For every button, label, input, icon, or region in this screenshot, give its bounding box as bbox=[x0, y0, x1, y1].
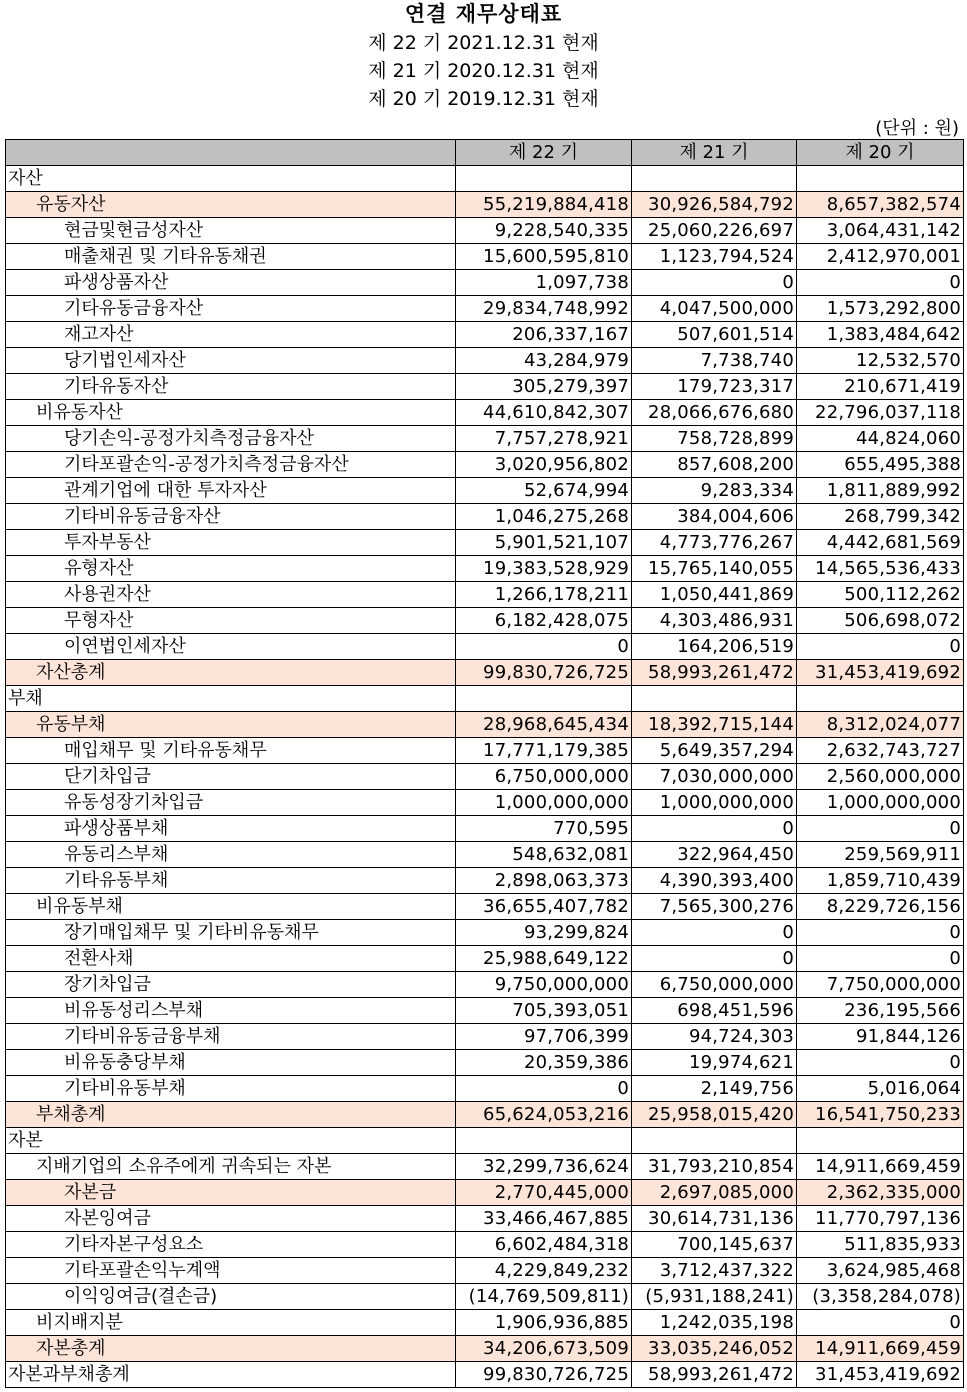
account-label: 비유동부채 bbox=[6, 894, 456, 920]
table-row bbox=[6, 1258, 964, 1284]
period-20-value bbox=[797, 166, 964, 192]
period-22-value: 25,988,649,122 bbox=[456, 946, 632, 972]
account-label: 기타포괄손익누계액 bbox=[6, 1258, 456, 1284]
period-22-value: 1,046,275,268 bbox=[456, 504, 632, 530]
period-20-value: 2,362,335,000 bbox=[797, 1180, 964, 1206]
account-label: 기타비유동금융자산 bbox=[6, 504, 456, 530]
account-label: 단기차입금 bbox=[6, 764, 456, 790]
period-21-value: 6,750,000,000 bbox=[632, 972, 797, 998]
period-22-value: 65,624,053,216 bbox=[456, 1102, 632, 1128]
period-22-value: 52,674,994 bbox=[456, 478, 632, 504]
table-row bbox=[6, 556, 964, 582]
period-21-value: 700,145,637 bbox=[632, 1232, 797, 1258]
period-22-value: 34,206,673,509 bbox=[456, 1336, 632, 1362]
table-row bbox=[6, 1284, 964, 1310]
period-21-value: 28,066,676,680 bbox=[632, 400, 797, 426]
table-row bbox=[6, 478, 964, 504]
period-22-value: 548,632,081 bbox=[456, 842, 632, 868]
period-20-value: 0 bbox=[797, 920, 964, 946]
table-body bbox=[6, 166, 964, 1388]
account-label: 장기차입금 bbox=[6, 972, 456, 998]
period-20-value: 3,064,431,142 bbox=[797, 218, 964, 244]
account-label: 자본총계 bbox=[6, 1336, 456, 1362]
period-21-value: 7,030,000,000 bbox=[632, 764, 797, 790]
period-20-value: 31,453,419,692 bbox=[797, 660, 964, 686]
period-20-value: 14,565,536,433 bbox=[797, 556, 964, 582]
period-20-value: 5,016,064 bbox=[797, 1076, 964, 1102]
period-22-value: 4,229,849,232 bbox=[456, 1258, 632, 1284]
period-20-value: 44,824,060 bbox=[797, 426, 964, 452]
period-20-value: 1,000,000,000 bbox=[797, 790, 964, 816]
period-20-value: 0 bbox=[797, 270, 964, 296]
period-20-value: 500,112,262 bbox=[797, 582, 964, 608]
period-22-value: 36,655,407,782 bbox=[456, 894, 632, 920]
table-row bbox=[6, 1050, 964, 1076]
period-22-value: 99,830,726,725 bbox=[456, 1362, 632, 1388]
table-header-row bbox=[6, 140, 964, 166]
period-20-value: (3,358,284,078) bbox=[797, 1284, 964, 1310]
statement-title: 연결 재무상태표 bbox=[404, 2, 563, 26]
period-21-value: 4,303,486,931 bbox=[632, 608, 797, 634]
column-header-account bbox=[6, 140, 456, 166]
period-20-value: 511,835,933 bbox=[797, 1232, 964, 1258]
account-label: 자본과부채총계 bbox=[6, 1362, 456, 1388]
period-21-value: 1,242,035,198 bbox=[632, 1310, 797, 1336]
period-21-value: 31,793,210,854 bbox=[632, 1154, 797, 1180]
period-22-value bbox=[456, 1128, 632, 1154]
table-row bbox=[6, 426, 964, 452]
period-line-21: 제 21 기 2020.12.31 현재 bbox=[368, 60, 599, 82]
period-22-value: 32,299,736,624 bbox=[456, 1154, 632, 1180]
period-21-value: 58,993,261,472 bbox=[632, 660, 797, 686]
table-row bbox=[6, 1128, 964, 1154]
period-21-value: 0 bbox=[632, 946, 797, 972]
period-22-value: 1,266,178,211 bbox=[456, 582, 632, 608]
table-row bbox=[6, 348, 964, 374]
period-20-value: 3,624,985,468 bbox=[797, 1258, 964, 1284]
period-line-22: 제 22 기 2021.12.31 현재 bbox=[368, 32, 599, 54]
account-label: 자본잉여금 bbox=[6, 1206, 456, 1232]
table-row bbox=[6, 894, 964, 920]
balance-sheet-table bbox=[5, 139, 964, 1388]
period-20-value: 7,750,000,000 bbox=[797, 972, 964, 998]
period-21-value: 322,964,450 bbox=[632, 842, 797, 868]
period-20-value: 8,229,726,156 bbox=[797, 894, 964, 920]
period-22-value: 1,906,936,885 bbox=[456, 1310, 632, 1336]
period-21-value: 25,958,015,420 bbox=[632, 1102, 797, 1128]
period-22-value: 0 bbox=[456, 1076, 632, 1102]
period-22-value: 0 bbox=[456, 634, 632, 660]
period-line-20: 제 20 기 2019.12.31 현재 bbox=[368, 88, 599, 110]
period-21-value: 179,723,317 bbox=[632, 374, 797, 400]
table-row bbox=[6, 1336, 964, 1362]
account-label: 관계기업에 대한 투자자산 bbox=[6, 478, 456, 504]
period-21-value bbox=[632, 1128, 797, 1154]
table-row bbox=[6, 530, 964, 556]
period-21-value: 30,614,731,136 bbox=[632, 1206, 797, 1232]
account-label: 부채 bbox=[6, 686, 456, 712]
table-row bbox=[6, 296, 964, 322]
unit-label: (단위 : 원) bbox=[875, 118, 959, 139]
table-row bbox=[6, 166, 964, 192]
period-22-value: 3,020,956,802 bbox=[456, 452, 632, 478]
account-label: 파생상품자산 bbox=[6, 270, 456, 296]
account-label: 기타비유동금융부채 bbox=[6, 1024, 456, 1050]
period-22-value: 1,000,000,000 bbox=[456, 790, 632, 816]
period-21-value: 5,649,357,294 bbox=[632, 738, 797, 764]
period-22-value: 20,359,386 bbox=[456, 1050, 632, 1076]
table-row bbox=[6, 400, 964, 426]
period-21-value: 698,451,596 bbox=[632, 998, 797, 1024]
period-20-value: 0 bbox=[797, 816, 964, 842]
period-20-value: 0 bbox=[797, 1310, 964, 1336]
table-row bbox=[6, 842, 964, 868]
period-21-value: (5,931,188,241) bbox=[632, 1284, 797, 1310]
table-row bbox=[6, 1362, 964, 1388]
table-row bbox=[6, 1154, 964, 1180]
account-label: 전환사채 bbox=[6, 946, 456, 972]
table-row bbox=[6, 504, 964, 530]
table-row bbox=[6, 192, 964, 218]
column-header-period-20: 제 20 기 bbox=[797, 140, 964, 166]
account-label: 유동성장기차입금 bbox=[6, 790, 456, 816]
period-21-value bbox=[632, 686, 797, 712]
period-22-value: 17,771,179,385 bbox=[456, 738, 632, 764]
period-21-value: 4,390,393,400 bbox=[632, 868, 797, 894]
period-20-value: 4,442,681,569 bbox=[797, 530, 964, 556]
period-20-value: 210,671,419 bbox=[797, 374, 964, 400]
period-21-value: 9,283,334 bbox=[632, 478, 797, 504]
period-20-value: 0 bbox=[797, 1050, 964, 1076]
table-row bbox=[6, 1024, 964, 1050]
period-20-value: 8,312,024,077 bbox=[797, 712, 964, 738]
period-22-value: 2,898,063,373 bbox=[456, 868, 632, 894]
period-21-value: 2,697,085,000 bbox=[632, 1180, 797, 1206]
period-22-value: 99,830,726,725 bbox=[456, 660, 632, 686]
period-22-value: 9,750,000,000 bbox=[456, 972, 632, 998]
table-row bbox=[6, 452, 964, 478]
account-label: 비지배지분 bbox=[6, 1310, 456, 1336]
table-row bbox=[6, 1232, 964, 1258]
table-row bbox=[6, 582, 964, 608]
period-21-value: 507,601,514 bbox=[632, 322, 797, 348]
period-22-value: 33,466,467,885 bbox=[456, 1206, 632, 1232]
account-label: 유동부채 bbox=[6, 712, 456, 738]
period-21-value: 0 bbox=[632, 270, 797, 296]
account-label: 당기손익-공정가치측정금융자산 bbox=[6, 426, 456, 452]
table-row bbox=[6, 868, 964, 894]
account-label: 투자부동산 bbox=[6, 530, 456, 556]
period-21-value: 0 bbox=[632, 920, 797, 946]
period-21-value: 19,974,621 bbox=[632, 1050, 797, 1076]
column-header-period-22: 제 22 기 bbox=[456, 140, 632, 166]
account-label: 유형자산 bbox=[6, 556, 456, 582]
period-21-value: 857,608,200 bbox=[632, 452, 797, 478]
table-row bbox=[6, 920, 964, 946]
period-20-value bbox=[797, 1128, 964, 1154]
table-row bbox=[6, 218, 964, 244]
account-label: 현금및현금성자산 bbox=[6, 218, 456, 244]
period-22-value: 29,834,748,992 bbox=[456, 296, 632, 322]
account-label: 자본 bbox=[6, 1128, 456, 1154]
period-21-value: 1,000,000,000 bbox=[632, 790, 797, 816]
period-20-value: 22,796,037,118 bbox=[797, 400, 964, 426]
account-label: 비유동자산 bbox=[6, 400, 456, 426]
column-header-period-21: 제 21 기 bbox=[632, 140, 797, 166]
period-21-value: 3,712,437,322 bbox=[632, 1258, 797, 1284]
account-label: 이연법인세자산 bbox=[6, 634, 456, 660]
table-row bbox=[6, 972, 964, 998]
table-row bbox=[6, 1180, 964, 1206]
period-22-value: 6,750,000,000 bbox=[456, 764, 632, 790]
period-21-value: 7,565,300,276 bbox=[632, 894, 797, 920]
period-20-value: 0 bbox=[797, 946, 964, 972]
account-label: 유동자산 bbox=[6, 192, 456, 218]
account-label: 장기매입채무 및 기타비유동채무 bbox=[6, 920, 456, 946]
table-row bbox=[6, 738, 964, 764]
period-20-value: 2,560,000,000 bbox=[797, 764, 964, 790]
period-20-value: 259,569,911 bbox=[797, 842, 964, 868]
table-row bbox=[6, 608, 964, 634]
period-22-value bbox=[456, 686, 632, 712]
account-label: 기타비유동부채 bbox=[6, 1076, 456, 1102]
period-22-value: 15,600,595,810 bbox=[456, 244, 632, 270]
account-label: 비유동충당부채 bbox=[6, 1050, 456, 1076]
period-20-value: 1,383,484,642 bbox=[797, 322, 964, 348]
period-22-value: 28,968,645,434 bbox=[456, 712, 632, 738]
table-row bbox=[6, 816, 964, 842]
period-20-value bbox=[797, 686, 964, 712]
period-22-value: 6,182,428,075 bbox=[456, 608, 632, 634]
table-row bbox=[6, 1076, 964, 1102]
period-20-value: 655,495,388 bbox=[797, 452, 964, 478]
table-row bbox=[6, 374, 964, 400]
period-22-value: 97,706,399 bbox=[456, 1024, 632, 1050]
account-label: 매입채무 및 기타유동채무 bbox=[6, 738, 456, 764]
period-21-value: 758,728,899 bbox=[632, 426, 797, 452]
table-row bbox=[6, 1310, 964, 1336]
table-row bbox=[6, 790, 964, 816]
period-22-value: 206,337,167 bbox=[456, 322, 632, 348]
period-20-value: 0 bbox=[797, 634, 964, 660]
period-21-value: 384,004,606 bbox=[632, 504, 797, 530]
period-21-value: 1,123,794,524 bbox=[632, 244, 797, 270]
table-row bbox=[6, 322, 964, 348]
period-22-value: 93,299,824 bbox=[456, 920, 632, 946]
period-20-value: 8,657,382,574 bbox=[797, 192, 964, 218]
period-22-value: 770,595 bbox=[456, 816, 632, 842]
account-label: 자산총계 bbox=[6, 660, 456, 686]
period-21-value: 18,392,715,144 bbox=[632, 712, 797, 738]
account-label: 파생상품부채 bbox=[6, 816, 456, 842]
period-21-value: 1,050,441,869 bbox=[632, 582, 797, 608]
period-20-value: 91,844,126 bbox=[797, 1024, 964, 1050]
period-20-value: 1,811,889,992 bbox=[797, 478, 964, 504]
period-20-value: 14,911,669,459 bbox=[797, 1154, 964, 1180]
account-label: 매출채권 및 기타유동채권 bbox=[6, 244, 456, 270]
account-label: 부채총계 bbox=[6, 1102, 456, 1128]
table-row bbox=[6, 244, 964, 270]
period-21-value: 2,149,756 bbox=[632, 1076, 797, 1102]
account-label: 기타유동부채 bbox=[6, 868, 456, 894]
account-label: 기타유동금융자산 bbox=[6, 296, 456, 322]
period-22-value: 19,383,528,929 bbox=[456, 556, 632, 582]
period-20-value: 2,412,970,001 bbox=[797, 244, 964, 270]
account-label: 비유동성리스부채 bbox=[6, 998, 456, 1024]
account-label: 지배기업의 소유주에게 귀속되는 자본 bbox=[6, 1154, 456, 1180]
account-label: 기타포괄손익-공정가치측정금융자산 bbox=[6, 452, 456, 478]
table-row bbox=[6, 946, 964, 972]
period-20-value: 1,859,710,439 bbox=[797, 868, 964, 894]
period-22-value: 705,393,051 bbox=[456, 998, 632, 1024]
period-22-value: 9,228,540,335 bbox=[456, 218, 632, 244]
period-20-value: 14,911,669,459 bbox=[797, 1336, 964, 1362]
period-20-value: 506,698,072 bbox=[797, 608, 964, 634]
period-21-value: 30,926,584,792 bbox=[632, 192, 797, 218]
table-row bbox=[6, 686, 964, 712]
period-21-value: 4,047,500,000 bbox=[632, 296, 797, 322]
period-20-value: 268,799,342 bbox=[797, 504, 964, 530]
period-22-value bbox=[456, 166, 632, 192]
table-row bbox=[6, 1102, 964, 1128]
period-20-value: 1,573,292,800 bbox=[797, 296, 964, 322]
period-22-value: 43,284,979 bbox=[456, 348, 632, 374]
period-22-value: 1,097,738 bbox=[456, 270, 632, 296]
period-22-value: 55,219,884,418 bbox=[456, 192, 632, 218]
period-20-value: 2,632,743,727 bbox=[797, 738, 964, 764]
period-20-value: 31,453,419,692 bbox=[797, 1362, 964, 1388]
period-20-value: 11,770,797,136 bbox=[797, 1206, 964, 1232]
period-21-value: 7,738,740 bbox=[632, 348, 797, 374]
table-row bbox=[6, 1206, 964, 1232]
period-21-value: 25,060,226,697 bbox=[632, 218, 797, 244]
period-22-value: 6,602,484,318 bbox=[456, 1232, 632, 1258]
account-label: 당기법인세자산 bbox=[6, 348, 456, 374]
table-row bbox=[6, 270, 964, 296]
period-21-value: 94,724,303 bbox=[632, 1024, 797, 1050]
account-label: 유동리스부채 bbox=[6, 842, 456, 868]
period-20-value: 236,195,566 bbox=[797, 998, 964, 1024]
period-22-value: 5,901,521,107 bbox=[456, 530, 632, 556]
period-22-value: 305,279,397 bbox=[456, 374, 632, 400]
table-row bbox=[6, 764, 964, 790]
period-22-value: 2,770,445,000 bbox=[456, 1180, 632, 1206]
table-row bbox=[6, 660, 964, 686]
account-label: 자산 bbox=[6, 166, 456, 192]
account-label: 이익잉여금(결손금) bbox=[6, 1284, 456, 1310]
account-label: 재고자산 bbox=[6, 322, 456, 348]
period-21-value bbox=[632, 166, 797, 192]
period-22-value: 44,610,842,307 bbox=[456, 400, 632, 426]
period-21-value: 4,773,776,267 bbox=[632, 530, 797, 556]
table-row bbox=[6, 634, 964, 660]
period-21-value: 0 bbox=[632, 816, 797, 842]
account-label: 기타유동자산 bbox=[6, 374, 456, 400]
period-20-value: 16,541,750,233 bbox=[797, 1102, 964, 1128]
period-21-value: 58,993,261,472 bbox=[632, 1362, 797, 1388]
account-label: 사용권자산 bbox=[6, 582, 456, 608]
account-label: 기타자본구성요소 bbox=[6, 1232, 456, 1258]
period-21-value: 15,765,140,055 bbox=[632, 556, 797, 582]
period-22-value: 7,757,278,921 bbox=[456, 426, 632, 452]
account-label: 자본금 bbox=[6, 1180, 456, 1206]
period-20-value: 12,532,570 bbox=[797, 348, 964, 374]
period-22-value: (14,769,509,811) bbox=[456, 1284, 632, 1310]
table-row bbox=[6, 998, 964, 1024]
period-21-value: 164,206,519 bbox=[632, 634, 797, 660]
period-21-value: 33,035,246,052 bbox=[632, 1336, 797, 1362]
table-row bbox=[6, 712, 964, 738]
account-label: 무형자산 bbox=[6, 608, 456, 634]
statement-header bbox=[0, 0, 967, 113]
